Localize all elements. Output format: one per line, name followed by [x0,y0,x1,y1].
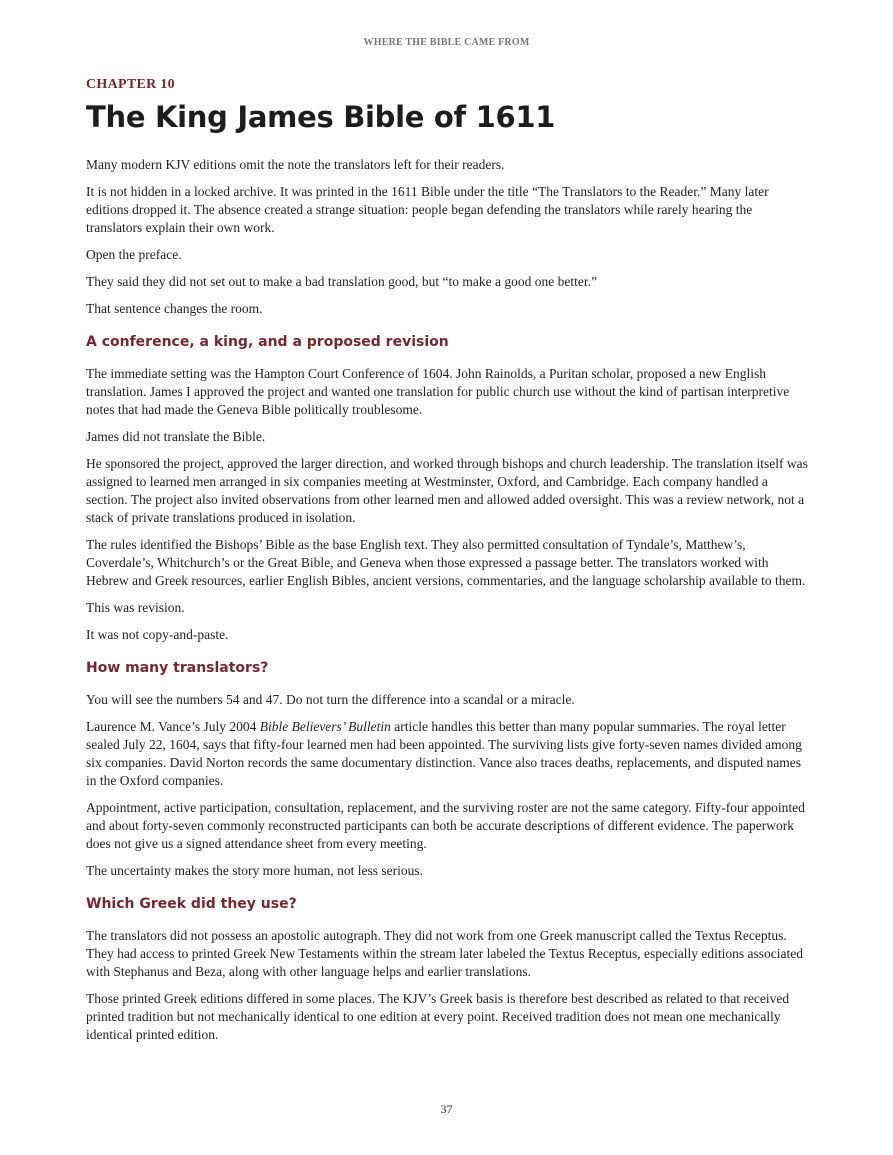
translators-paragraph-4: The uncertainty makes the story more human, not less serious. [86,863,424,878]
conference-paragraph-6: It was not copy-and-paste. [86,627,229,642]
intro-paragraph-1: Many modern KJV editions omit the note the translators left for their readers. [86,157,505,172]
chapter-label: CHAPTER 10 [86,77,175,92]
section-heading-conference: A conference, a king, and a proposed revision [86,334,449,350]
translators-paragraph-3: Appointment, active participation, consultation, replacement, and the surviving roster are not the same category. Fifty-four appointed and about forty-seven commonly reconstructed participants can both be accurate descriptions of different evidence. The paperwork does not give us a signed attendance sheet from every meeting. [86,800,805,851]
chapter-title: The King James Bible of 1611 [86,100,556,134]
conference-paragraph-3: He sponsored the project, approved the larger direction, and worked through bishops and church leadership. The translation itself was assigned to learned men arranged in six companies meeting at Westminster, Oxford, and Cambridge. Each company handled a section. The project also invited observations from other learned men and allowed added oversight. This was a review network, not a stack of private translations produced in isolation. [86,456,808,525]
greek-paragraph-2: Those printed Greek editions differed in some places. The KJV’s Greek basis is therefore best described as related to that received printed tradition but not mechanically identical to one edition at every point. Received tradition does not mean one mechanically identical printed edition. [86,991,790,1042]
greek-paragraph-1: The translators did not possess an apostolic autograph. They did not work from one Greek manuscript called the Textus Receptus. They had access to printed Greek New Testaments within the stream later labeled the Textus Receptus, especially editions associated with Stephanus and Beza, along with other language helps and earlier translations. [86,928,804,979]
translators-paragraph-2-text-b: article handles this better than many popular summaries. The royal letter sealed July 22, 1604, says that fifty-four learned men had been appointed. The surviving lists give forty-seven names divided among six companies. David Norton records the same documentary distinction. Vance also traces deaths, replacements, and disputed names in the Oxford companies. [86,719,802,788]
page-number: 37 [440,1102,453,1116]
conference-paragraph-4: The rules identified the Bishops’ Bible as the base English text. They also permitted consultation of Tyndale’s, Matthew’s, Coverdale’s, Whitchurch’s or the Great Bible, and Geneva when those expressed a passage better. The translators worked with Hebrew and Greek resources, earlier English Bibles, ancient versions, commentaries, and the language scholarship available to them. [86,537,806,588]
conference-paragraph-2: James did not translate the Bible. [86,429,266,444]
conference-paragraph-1: The immediate setting was the Hampton Court Conference of 1604. John Rainolds, a Puritan scholar, proposed a new English translation. James I approved the project and wanted one translation for public church use without the kind of partisan interpretive notes that had made the Geneva Bible politically troublesome. [86,366,790,417]
bulletin-title: Bible Believers’ Bulletin [259,719,391,734]
intro-paragraph-4: They said they did not set out to make a bad translation good, but “to make a good one better.” [86,274,597,289]
translators-paragraph-2-text-a: Laurence M. Vance’s July 2004 [86,719,260,734]
intro-paragraph-2: It is not hidden in a locked archive. It was printed in the 1611 Bible under the title “The Translators to the Reader.” Many later editions dropped it. The absence created a strange situation: people began defending the translators while rarely hearing the translators explain their own work. [86,184,769,235]
intro-paragraph-3: Open the preface. [86,247,182,262]
section-heading-greek: Which Greek did they use? [86,896,297,912]
page-content [86,76,810,1053]
translators-paragraph-1: You will see the numbers 54 and 47. Do not turn the difference into a scandal or a miracle. [86,692,575,707]
translators-paragraph-2 [86,718,810,790]
running-header: WHERE THE BIBLE CAME FROM [363,37,530,48]
conference-paragraph-5: This was revision. [86,600,185,615]
intro-paragraph-5: That sentence changes the room. [86,301,263,316]
section-heading-translators: How many translators? [86,660,269,676]
